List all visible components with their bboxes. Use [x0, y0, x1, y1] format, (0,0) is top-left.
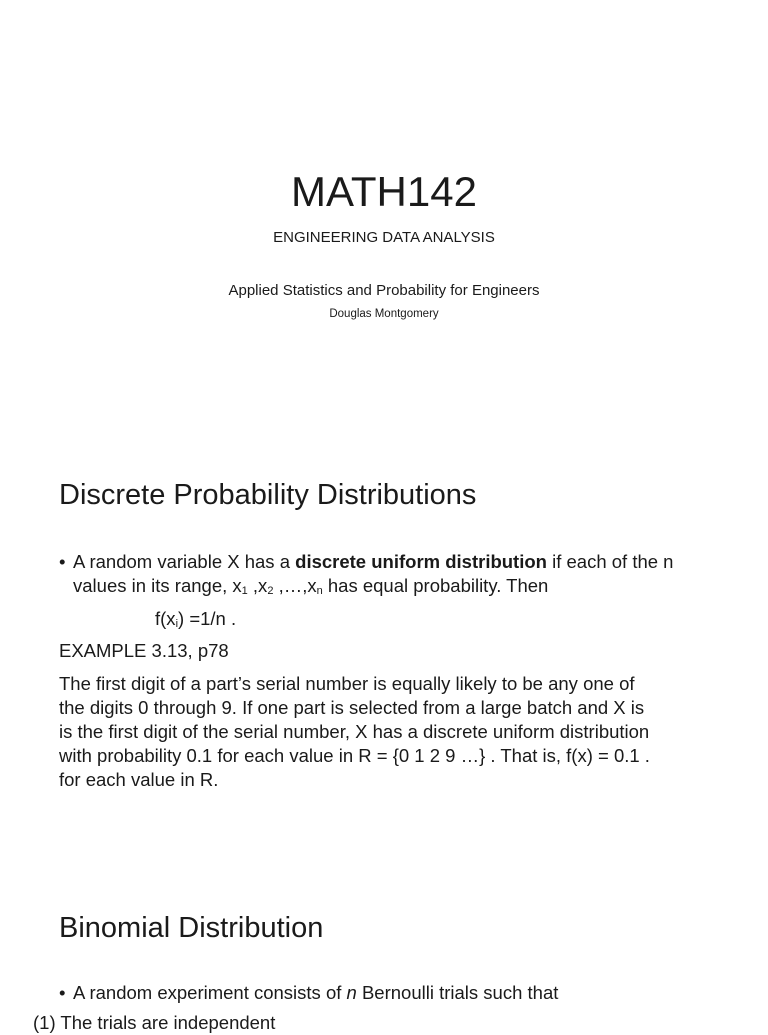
example-paragraph [59, 672, 724, 792]
paragraph-line: with probability 0.1 for each value in R = {0 1 2 9 …} . That is, f(x) = 0.1 . [59, 745, 650, 766]
bullet-text: A random experiment consists of n Bernoulli trials such that [73, 982, 559, 1003]
paragraph-line: the digits 0 through 9. If one part is selected from a large batch and X is [59, 697, 645, 718]
binomial-condition-1: (1) The trials are independent [33, 1012, 276, 1033]
bullet-text: A random variable X has a discrete uniform distribution if each of the n values in its range, $x_1$ $,x_2$ $,\dots,x_n$ has equal probability. Then [73, 551, 674, 597]
textbook-author: Douglas Montgomery [329, 308, 439, 320]
binomial-bullet [59, 981, 719, 1005]
paragraph-line: is the first digit of the serial number, X has a discrete uniform distribution [59, 721, 650, 742]
paragraph-line: for each value in R. [59, 769, 219, 790]
discrete-distributions-heading: Discrete Probability Distributions [59, 479, 477, 511]
course-subtitle: ENGINEERING DATA ANALYSIS [273, 229, 495, 246]
bullet-marker: • [59, 982, 66, 1003]
bullet-marker: • [59, 551, 66, 572]
paragraph-line: The first digit of a part’s serial number is equally likely to be any one of [59, 673, 635, 694]
discrete-uniform-term: discrete uniform distribution [295, 551, 547, 572]
uniform-pmf-formula: $f(x_i) =1/n$ . [155, 608, 237, 630]
binomial-distribution-heading: Binomial Distribution [59, 912, 324, 944]
discrete-uniform-bullet [59, 550, 719, 598]
title-slide [0, 0, 768, 400]
n-variable: n [346, 982, 357, 1003]
textbook-title: Applied Statistics and Probability for Engineers [228, 282, 540, 299]
course-title: MATH142 [291, 168, 477, 215]
example-label: EXAMPLE 3.13, p78 [59, 640, 229, 661]
